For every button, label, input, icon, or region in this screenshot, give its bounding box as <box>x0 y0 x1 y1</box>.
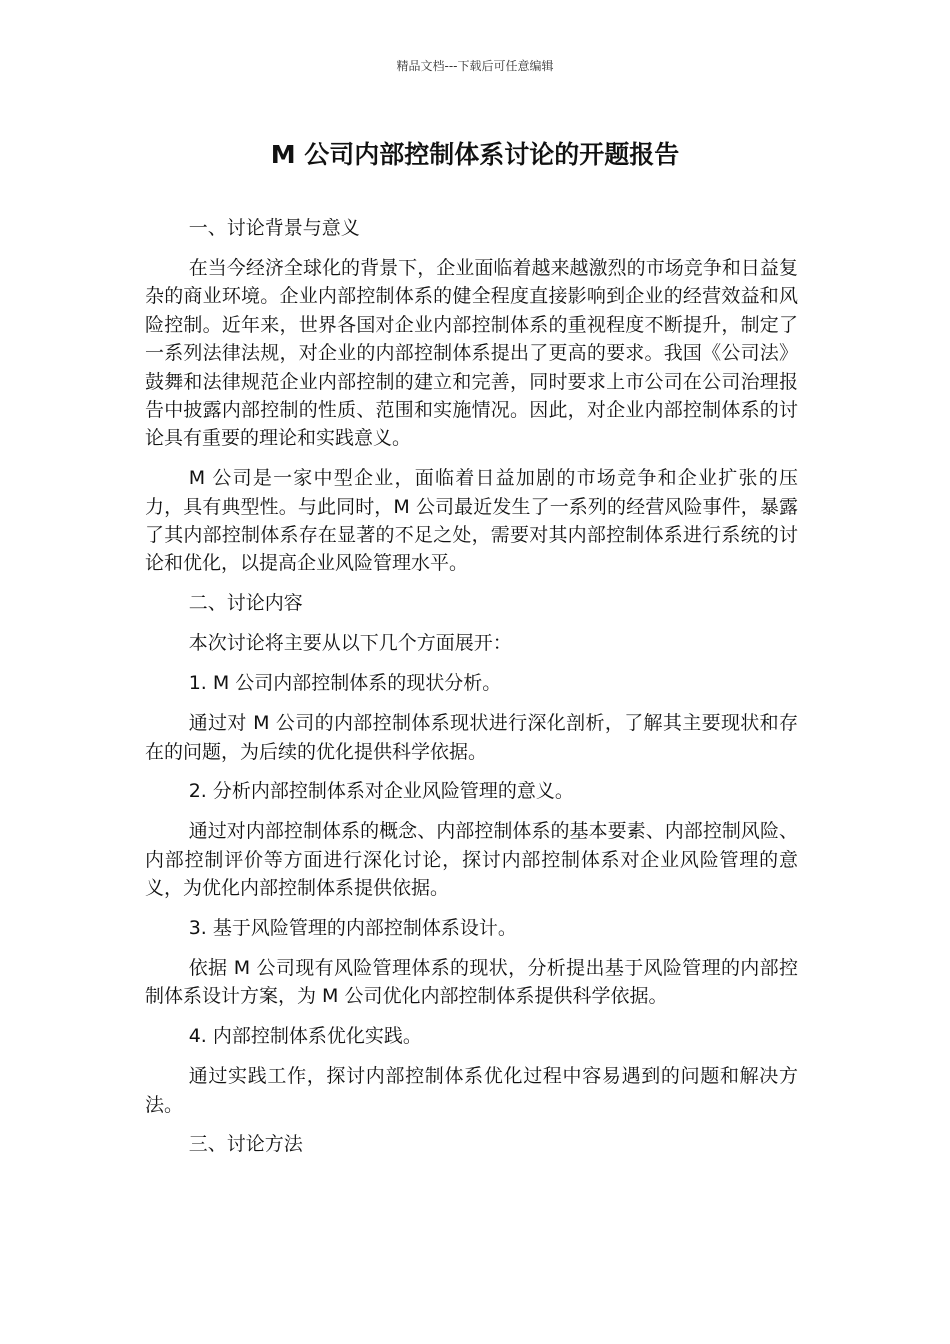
paragraph-content-intro: 本次讨论将主要从以下几个方面展开： <box>188 632 512 655</box>
list-item-title-2: 2. 分析内部控制体系对企业风险管理的意义。 <box>188 780 574 803</box>
document-body <box>145 214 798 1170</box>
section-heading-method: 三、讨论方法 <box>188 1133 303 1156</box>
list-item-body-3: 依据 M 公司现有风险管理体系的现状，分析提出基于风险管理的内部控制体系设计方案，为 M 公司优化内部控制体系提供科学依据。 <box>145 956 798 1008</box>
section-heading-background: 一、讨论背景与意义 <box>188 217 360 239</box>
section-heading-content: 二、讨论内容 <box>188 592 303 615</box>
list-item-body-1: 通过对 M 公司的内部控制体系现状进行深化剖析，了解其主要现状和存在的问题，为后续的优化提供科学依据。 <box>145 712 798 763</box>
list-item-title-1: 1. M 公司内部控制体系的现状分析。 <box>188 672 502 695</box>
list-item-body-4: 通过实践工作，探讨内部控制体系优化过程中容易遇到的问题和解决方法。 <box>145 1065 798 1116</box>
list-item-body-2: 通过对内部控制体系的概念、内部控制体系的基本要素、内部控制风险、内部控制评价等方面进行深化讨论，探讨内部控制体系对企业风险管理的意义，为优化内部控制体系提供依据。 <box>145 820 798 900</box>
page-header: 精品文档---下载后可任意编辑 <box>396 59 554 73</box>
list-item-title-4: 4. 内部控制体系优化实践。 <box>188 1025 422 1048</box>
document-title: M 公司内部控制体系讨论的开题报告 <box>270 140 680 169</box>
paragraph-background-2: M 公司是一家中型企业，面临着日益加剧的市场竞争和企业扩张的压力，具有典型性。与此同时，M 公司最近发生了一系列的经营风险事件，暴露了其内部控制体系存在显著的不足之处，需要对其内部控制体系进行系统的讨论和优化，以提高企业风险管理水平。 <box>145 467 798 575</box>
paragraph-background-1: 在当今经济全球化的背景下，企业面临着越来越激烈的市场竞争和日益复杂的商业环境。企业内部控制体系的健全程度直接影响到企业的经营效益和风险控制。近年来，世界各国对企业内部控制体系的重视程度不断提升，制定了一系列法律法规，对企业的内部控制体系提出了更高的要求。我国《公司法》鼓舞和法律规范企业内部控制的建立和完善，同时要求上市公司在公司治理报告中披露内部控制的性质、范围和实施情况。因此，对企业内部控制体系的讨论具有重要的理论和实践意义。 <box>145 256 798 450</box>
list-item-title-3: 3. 基于风险管理的内部控制体系设计。 <box>188 917 517 940</box>
